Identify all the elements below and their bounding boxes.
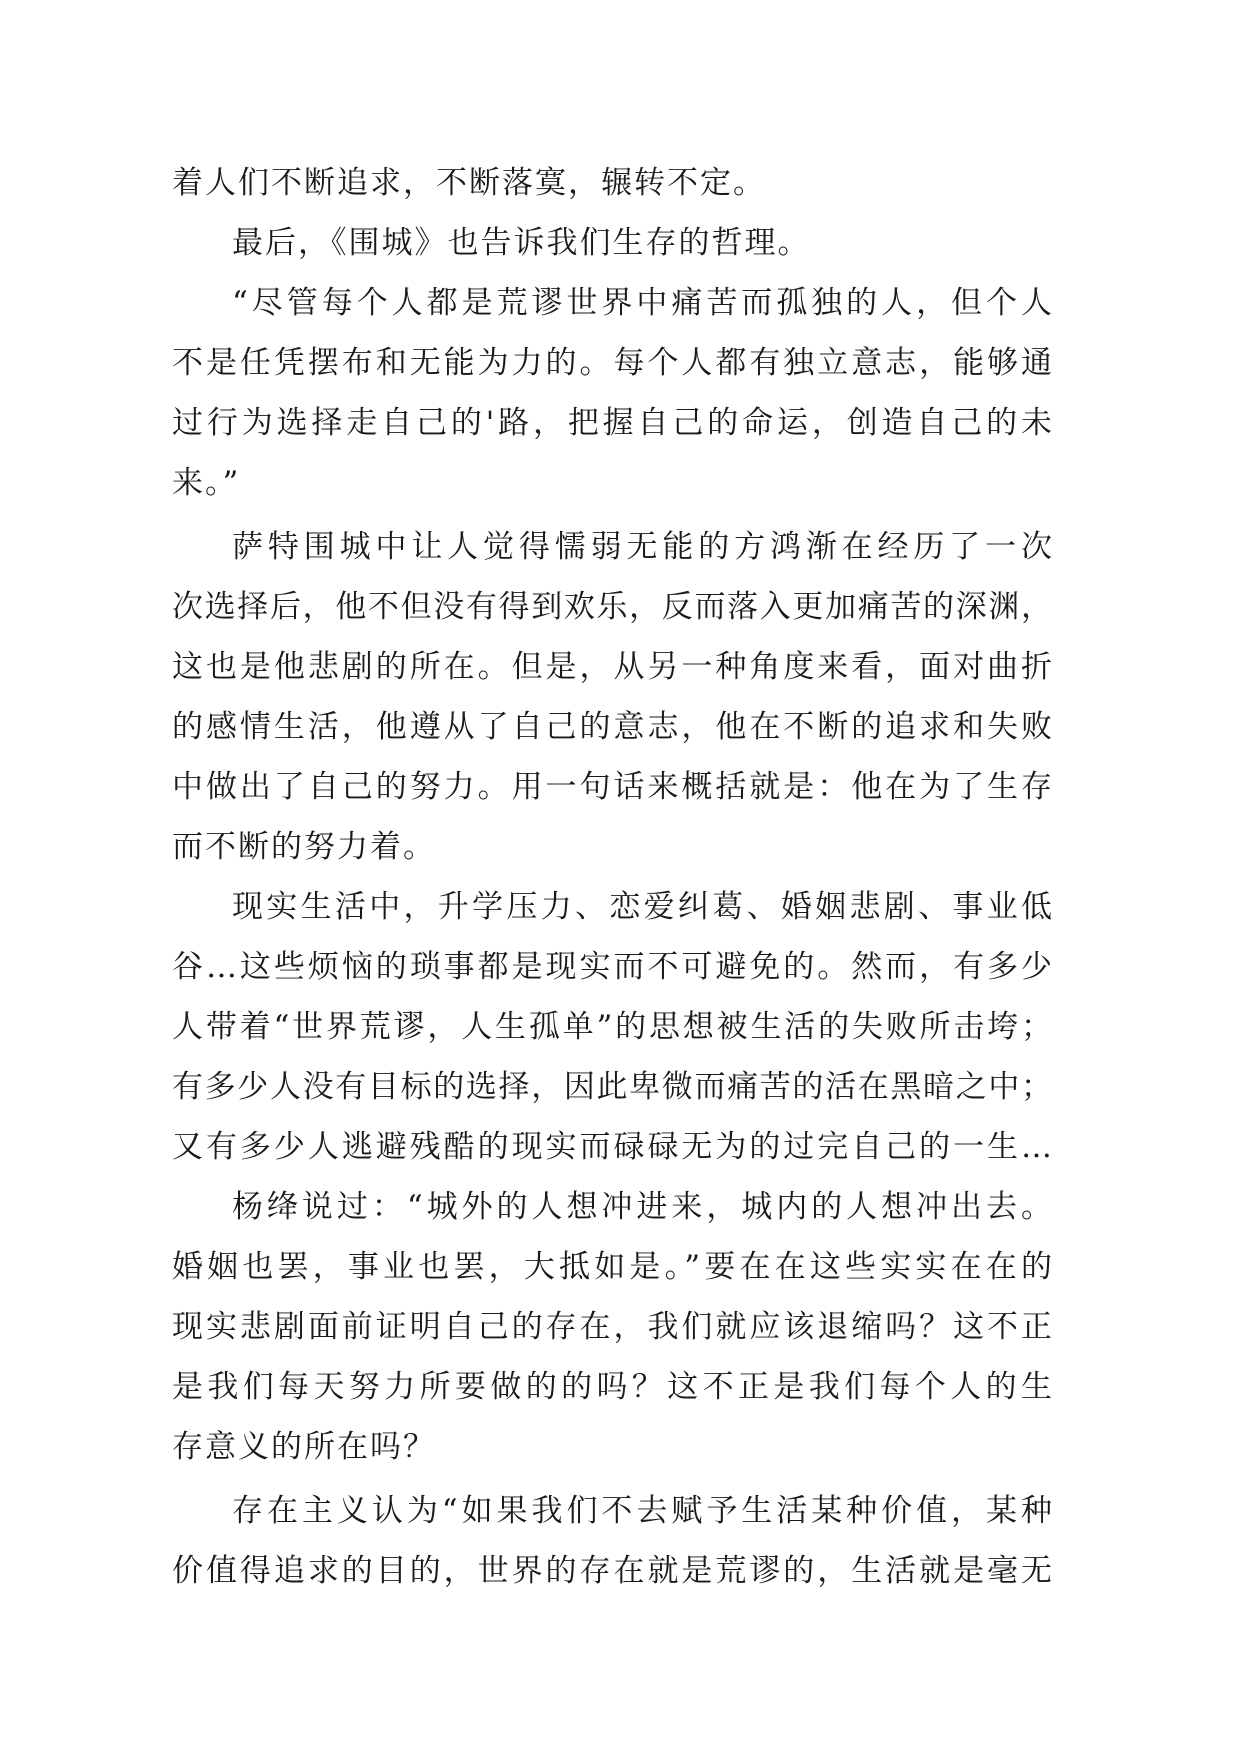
- text-line: 存在主义认为“如果我们不去赋予生活某种价值，某种: [232, 1493, 1052, 1529]
- text-line: 这也是他悲剧的所在。但是，从另一种角度来看，面对曲折: [172, 649, 1052, 685]
- text-line: 现实生活中，升学压力、恋爱纠葛、婚姻悲剧、事业低: [232, 889, 1052, 925]
- text-line: 中做出了自己的努力。用一句话来概括就是：他在为了生存: [172, 769, 1052, 805]
- text-line: 价值得追求的目的，世界的存在就是荒谬的，生活就是毫无: [172, 1553, 1052, 1589]
- text-line: 现实悲剧面前证明自己的存在，我们就应该退缩吗？这不正: [172, 1309, 1052, 1345]
- document-body: [172, 153, 1052, 1601]
- text-line: 存意义的所在吗？: [172, 1429, 436, 1465]
- text-line: 而不断的努力着。: [172, 829, 436, 865]
- text-line: 来。”: [172, 465, 241, 501]
- text-line: 人带着“世界荒谬，人生孤单”的思想被生活的失败所击垮；: [172, 1009, 1052, 1045]
- text-line: 着人们不断追求，不断落寞，辗转不定。: [172, 165, 766, 201]
- paragraph: [172, 1481, 1052, 1601]
- text-line: 次选择后，他不但没有得到欢乐，反而落入更加痛苦的深渊，: [172, 589, 1052, 625]
- text-line: 不是任凭摆布和无能为力的。每个人都有独立意志，能够通: [172, 345, 1052, 381]
- text-line: 杨绛说过：“城外的人想冲进来，城内的人想冲出去。: [232, 1189, 1052, 1225]
- text-line: 最后，《围城》也告诉我们生存的哲理。: [232, 225, 811, 261]
- text-line: 又有多少人逃避残酷的现实而碌碌无为的过完自己的一生…: [172, 1129, 1052, 1165]
- text-line: 婚姻也罢，事业也罢，大抵如是。”要在在这些实实在在的: [172, 1249, 1052, 1285]
- text-line: 萨特围城中让人觉得懦弱无能的方鸿渐在经历了一次: [232, 529, 1052, 565]
- text-line: “尽管每个人都是荒谬世界中痛苦而孤独的人，但个人: [232, 285, 1052, 321]
- paragraph: [172, 1177, 1052, 1477]
- paragraph: [172, 153, 1052, 213]
- text-line: 是我们每天努力所要做的的吗？这不正是我们每个人的生: [172, 1369, 1052, 1405]
- text-line: 的感情生活，他遵从了自己的意志，他在不断的追求和失败: [172, 709, 1052, 745]
- paragraph: [172, 517, 1052, 877]
- paragraph: [172, 273, 1052, 513]
- paragraph: [172, 877, 1052, 1177]
- text-line: 有多少人没有目标的选择，因此卑微而痛苦的活在黑暗之中；: [172, 1069, 1052, 1105]
- text-line: 谷…这些烦恼的琐事都是现实而不可避免的。然而，有多少: [172, 949, 1052, 985]
- text-line: 过行为选择走自己的'路，把握自己的命运，创造自己的未: [172, 405, 1052, 441]
- paragraph: [172, 213, 1052, 273]
